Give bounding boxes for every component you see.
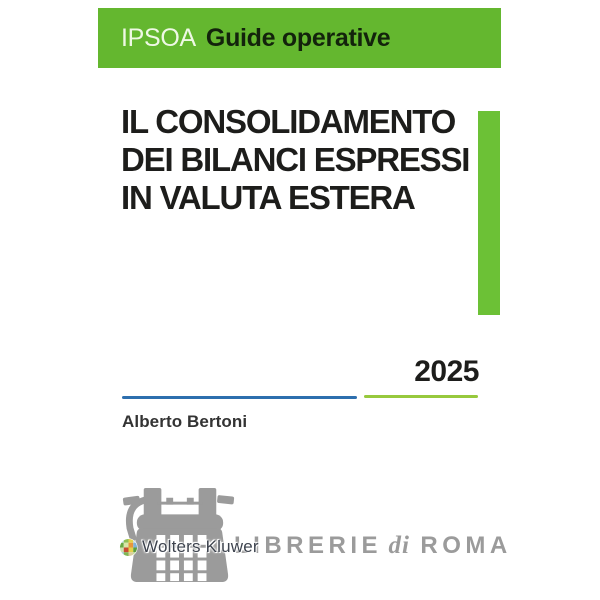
book-title	[121, 103, 469, 217]
publisher-logo	[119, 537, 259, 557]
watermark-store-name	[234, 532, 512, 560]
watermark-word-roma: ROMA	[420, 532, 512, 559]
accent-bar	[478, 111, 500, 315]
book-title-line-3: IN VALUTA ESTERA	[121, 179, 415, 216]
book-title-line-1: IL CONSOLIDAMENTO	[121, 103, 456, 140]
watermark-word-librerie: LIBRERIE	[234, 532, 383, 559]
divider-line-green	[364, 395, 478, 398]
typewriter-icon	[122, 485, 238, 585]
edition-year: 2025	[414, 355, 479, 388]
publisher-brand-label: IPSOA	[121, 23, 196, 52]
series-banner	[98, 8, 501, 68]
book-title-line-2: DEI BILANCI ESPRESSI	[121, 141, 470, 178]
author-name: Alberto Bertoni	[122, 412, 248, 431]
divider-line-blue	[122, 396, 357, 399]
watermark-word-di: di	[388, 532, 410, 559]
wolters-kluwer-globe-icon	[119, 538, 138, 557]
series-name-label: Guide operative	[205, 23, 391, 52]
publisher-name-label: Wolters Kluwer	[142, 537, 259, 556]
